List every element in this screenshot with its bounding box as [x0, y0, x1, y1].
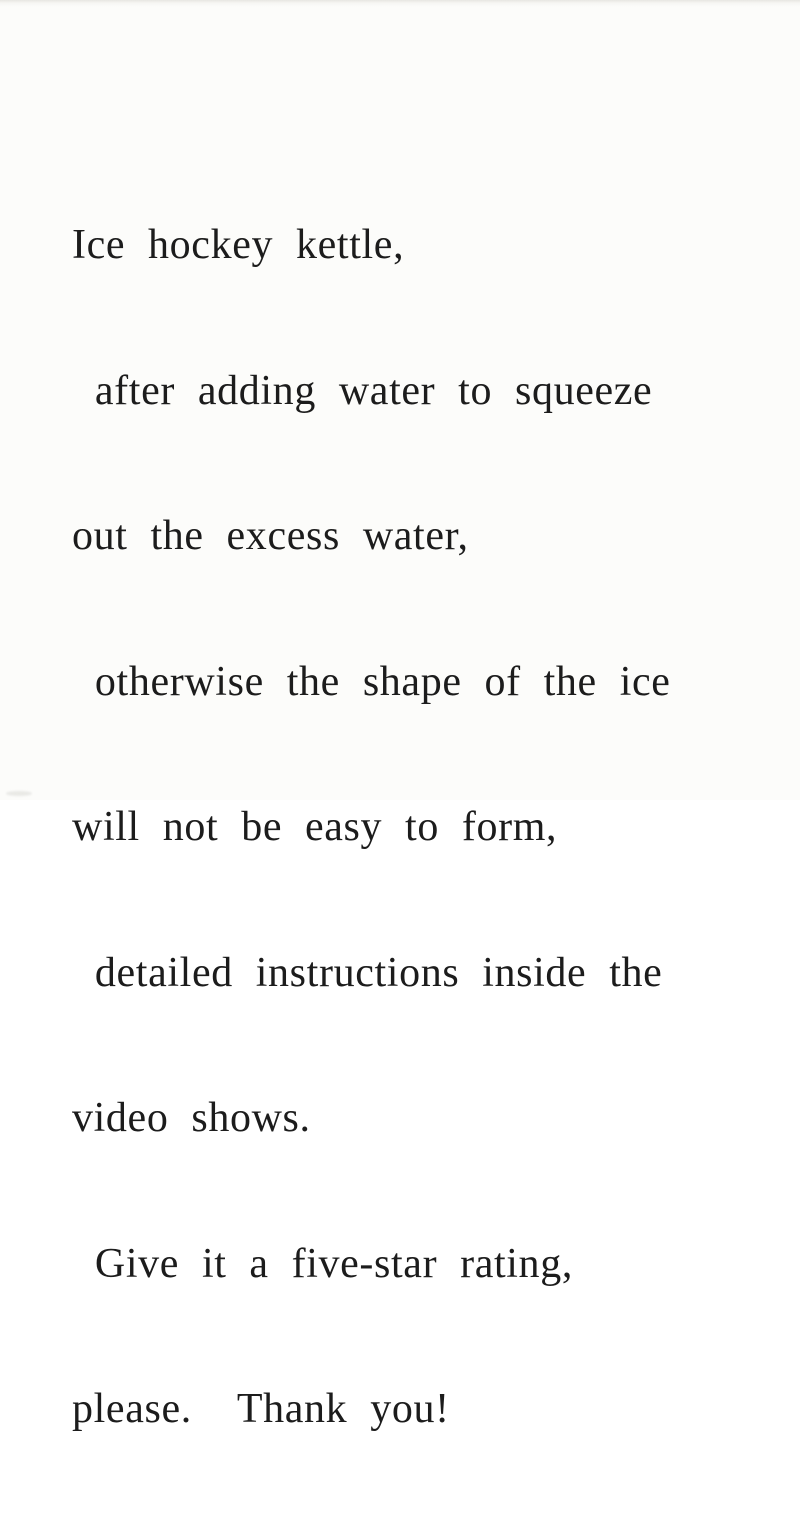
text-line: will not be easy to form, — [72, 804, 558, 850]
text-line: video shows. — [72, 1095, 311, 1141]
text-line: Ice hockey kettle, — [72, 222, 405, 268]
text-line: after adding water to squeeze — [72, 367, 653, 414]
bottom-left-smudge — [6, 791, 32, 796]
text-line: Give it a five-star rating, — [72, 1240, 573, 1287]
text-line: detailed instructions inside the — [72, 949, 663, 996]
text-line: please. Thank you! — [72, 1386, 450, 1432]
product-note-text — [72, 124, 752, 1531]
text-line: otherwise the shape of the ice — [72, 658, 671, 705]
top-edge-scan-artifact — [0, 0, 800, 7]
text-line: out the excess water, — [72, 513, 469, 559]
